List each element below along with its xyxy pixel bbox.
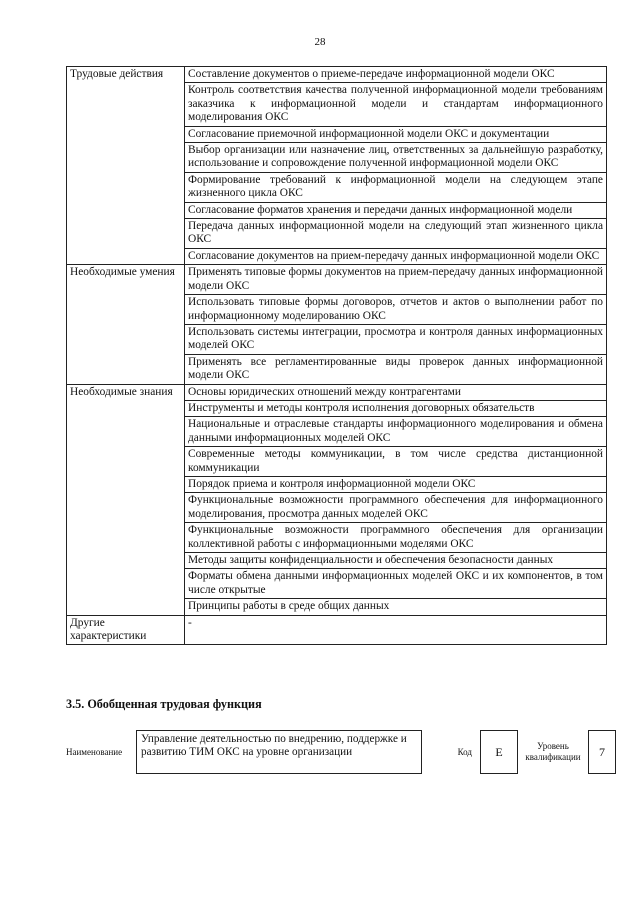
generalized-function-table <box>66 730 616 774</box>
group-label: Другие характеристики <box>67 615 185 645</box>
table-cell: Применять типовые формы документов на прием-передачу данных информационной модели ОКС <box>185 265 607 295</box>
group-label: Трудовые действия <box>67 67 185 265</box>
table-cell: Порядок приема и контроля информационной модели ОКС <box>185 476 607 492</box>
table-row <box>67 615 607 645</box>
table-cell: Согласование документов на прием-передачу данных информационной модели ОКС <box>185 248 607 264</box>
table-cell: Основы юридических отношений между контрагентами <box>185 384 607 400</box>
table-cell: Использовать типовые формы договоров, отчетов и актов о выполнении работ по информационному моделированию ОКС <box>185 295 607 325</box>
table-cell: Согласование форматов хранения и передачи данных информационной модели <box>185 202 607 218</box>
table-cell: Форматы обмена данными информационных моделей ОКС и их компонентов, в том числе открытые <box>185 569 607 599</box>
qualification-level-value: 7 <box>588 730 616 774</box>
table-row <box>67 384 607 400</box>
table-cell: Инструменты и методы контроля исполнения договорных обязательств <box>185 400 607 416</box>
name-label: Наименование <box>66 746 123 757</box>
table-cell: Функциональные возможности программного обеспечения для информационного моделирования, просмотра данных моделей ОКС <box>185 493 607 523</box>
table-cell: Современные методы коммуникации, в том числе средства дистанционной коммуникации <box>185 447 607 477</box>
table-cell: Контроль соответствия качества полученной информационной модели требованиям заказчика к информационной модели и стандартам информационного моделирования ОКС <box>185 83 607 126</box>
page-number: 28 <box>314 36 326 48</box>
table-cell: Использовать системы интеграции, просмотра и контроля данных информационных моделей ОКС <box>185 324 607 354</box>
labor-function-table <box>66 66 607 645</box>
table-cell: Согласование приемочной информационной модели ОКС и документации <box>185 126 607 142</box>
table-cell: Принципы работы в среде общих данных <box>185 599 607 615</box>
qualification-level-label: Уровень квалификации <box>525 741 581 762</box>
table-cell: Выбор организации или назначение лиц, ответственных за дальнейшую разработку, использование и сопровождение полученной информационной модели ОКС <box>185 143 607 173</box>
table-cell: Составление документов о приеме-передаче информационной модели ОКС <box>185 67 607 83</box>
table-cell: Формирование требований к информационной модели на следующем этапе жизненного цикла ОКС <box>185 172 607 202</box>
table-cell: Функциональные возможности программного обеспечения для организации коллективной работы с информационными моделями ОКС <box>185 523 607 553</box>
table-cell: - <box>185 615 607 645</box>
code-value: E <box>480 730 518 774</box>
table-cell: Применять все регламентированные виды проверок данных информационной модели ОКС <box>185 354 607 384</box>
table-cell: Методы защиты конфиденциальности и обеспечения безопасности данных <box>185 553 607 569</box>
group-label: Необходимые знания <box>67 384 185 615</box>
code-label: Код <box>457 746 472 757</box>
group-label: Необходимые умения <box>67 265 185 384</box>
section-heading: 3.5. Обобщенная трудовая функция <box>66 697 262 711</box>
table-cell: Передача данных информационной модели на следующий этап жизненного цикла ОКС <box>185 219 607 249</box>
table-row <box>67 67 607 83</box>
function-name-value: Управление деятельностью по внедрению, поддержке и развитию ТИМ ОКС на уровне организации <box>136 730 422 774</box>
table-cell: Национальные и отраслевые стандарты информационного моделирования и обмена данными информационных моделей ОКС <box>185 417 607 447</box>
table-row <box>67 265 607 295</box>
